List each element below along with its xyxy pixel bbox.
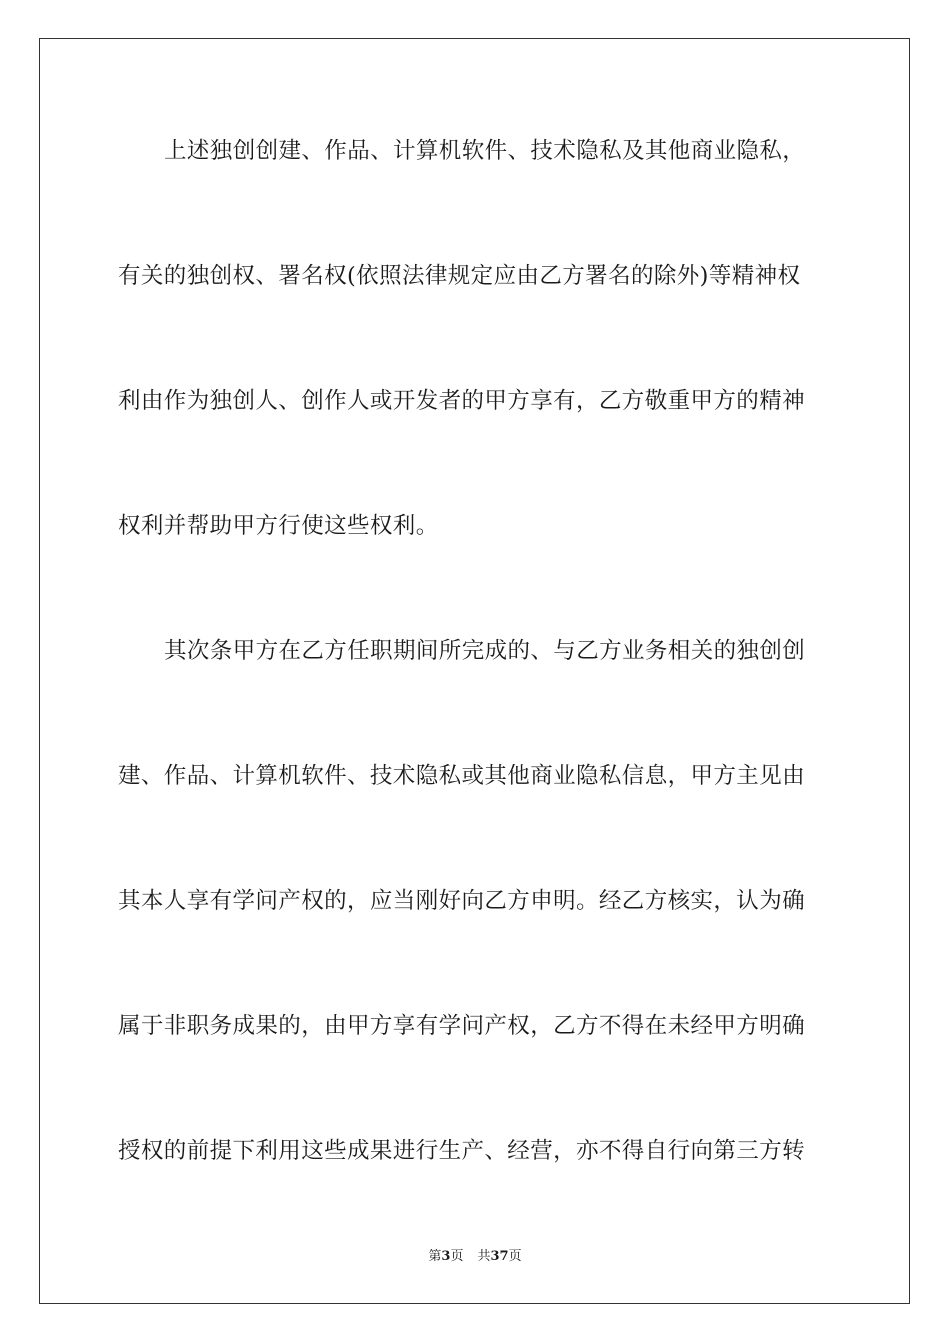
- paragraph-line: 其本人享有学问产权的，应当刚好向乙方申明。经乙方核实，认为确: [118, 888, 806, 914]
- total-pages: 37: [490, 1249, 509, 1264]
- paragraph-line: 建、作品、计算机软件、技术隐私或其他商业隐私信息，甲方主见由: [118, 763, 806, 789]
- total-prefix: 共: [477, 1249, 491, 1264]
- paragraph-line: 属于非职务成果的，由甲方享有学问产权，乙方不得在未经甲方明确: [118, 1013, 806, 1039]
- paragraph-line: 利由作为独创人、创作人或开发者的甲方享有，乙方敬重甲方的精神: [118, 388, 806, 414]
- page-footer: [0, 1248, 950, 1266]
- page-frame: [39, 38, 910, 1304]
- paragraph-line: 权利并帮助甲方行使这些权利。: [118, 513, 439, 539]
- page-suffix: 页: [450, 1249, 464, 1264]
- page-number: 3: [441, 1249, 451, 1264]
- paragraph-line: 上述独创创建、作品、计算机软件、技术隐私及其他商业隐私，: [164, 138, 806, 164]
- paragraph-line: 其次条甲方在乙方任职期间所完成的、与乙方业务相关的独创创: [164, 638, 806, 664]
- page-prefix: 第: [428, 1249, 442, 1264]
- total-suffix: 页: [508, 1249, 522, 1264]
- paragraph-line: 有关的独创权、署名权(依照法律规定应由乙方署名的除外)等精神权: [118, 263, 801, 289]
- paragraph-line: 授权的前提下利用这些成果进行生产、经营，亦不得自行向第三方转: [118, 1138, 806, 1164]
